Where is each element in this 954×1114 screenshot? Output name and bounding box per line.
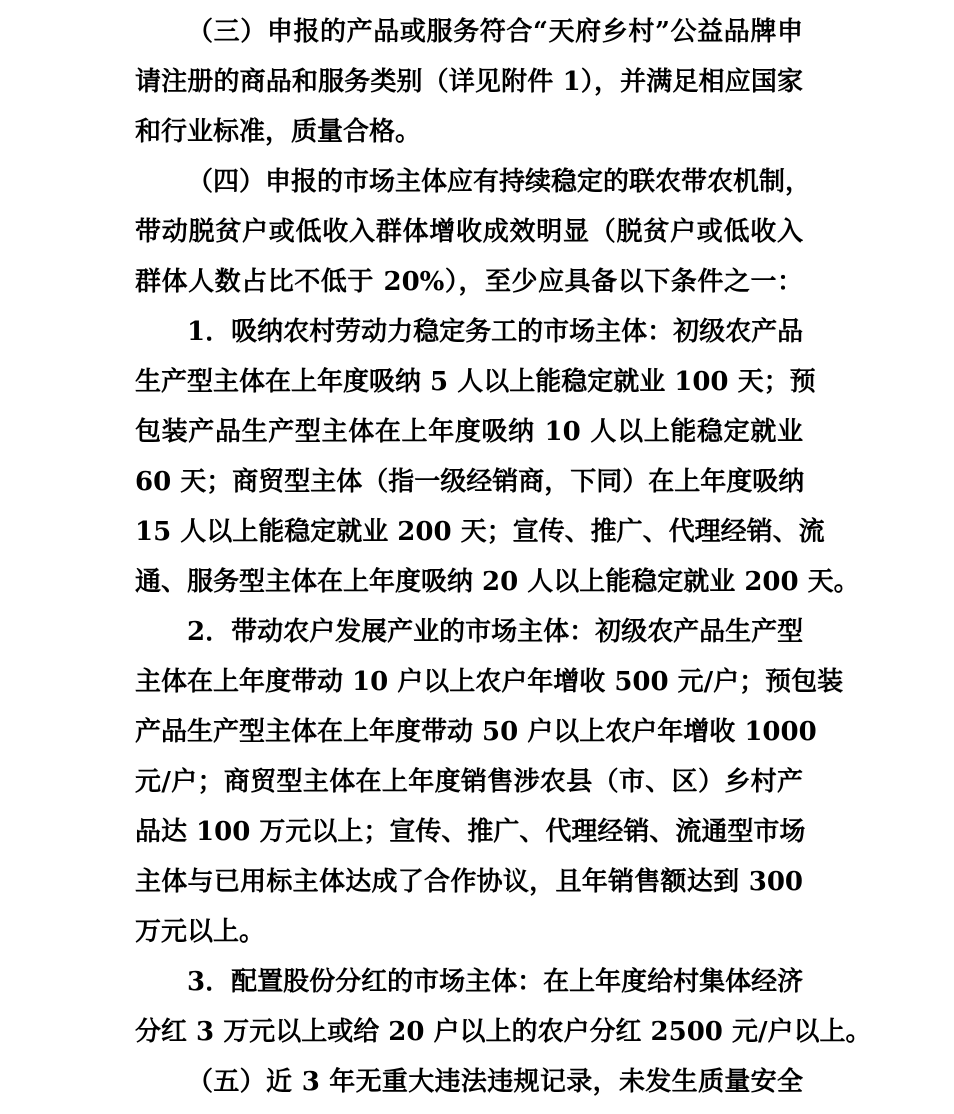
paragraph-4-line-2: 带动脱贫户或低收入群体增收成效明显（脱贫户或低收入 bbox=[135, 217, 803, 247]
item-1-line-1: 1．吸纳农村劳动力稳定务工的市场主体：初级农产品 bbox=[187, 317, 804, 347]
paragraph-4-line-1: （四）申报的市场主体应有持续稳定的联农带农机制， bbox=[187, 167, 812, 197]
item-2-line-6: 主体与已用标主体达成了合作协议，且年销售额达到 300 bbox=[135, 867, 803, 897]
item-1-line-6: 通、服务型主体在上年度吸纳 20 人以上能稳定就业 200 天。 bbox=[135, 567, 860, 597]
item-2-line-1: 2．带动农户发展产业的市场主体：初级农产品生产型 bbox=[187, 617, 804, 647]
item-2-line-7: 万元以上。 bbox=[135, 917, 266, 947]
item-2-line-4: 元/户；商贸型主体在上年度销售涉农县（市、区）乡村产 bbox=[135, 767, 803, 797]
paragraph-3-line-1: （三）申报的产品或服务符合“天府乡村”公益品牌申 bbox=[187, 17, 803, 47]
item-1-line-5: 15 人以上能稳定就业 200 天；宣传、推广、代理经销、流 bbox=[135, 517, 825, 547]
paragraph-3-line-2: 请注册的商品和服务类别（详见附件 1），并满足相应国家 bbox=[135, 67, 803, 97]
item-2-line-2: 主体在上年度带动 10 户以上农户年增收 500 元/户；预包装 bbox=[135, 667, 844, 697]
item-3-line-1: 3．配置股份分红的市场主体：在上年度给村集体经济 bbox=[187, 967, 804, 997]
item-2-line-3: 产品生产型主体在上年度带动 50 户以上农户年增收 1000 bbox=[135, 717, 817, 747]
item-1-line-3: 包装产品生产型主体在上年度吸纳 10 人以上能稳定就业 bbox=[135, 417, 803, 447]
item-1-line-2: 生产型主体在上年度吸纳 5 人以上能稳定就业 100 天；预 bbox=[135, 367, 816, 397]
item-2-line-5: 品达 100 万元以上；宣传、推广、代理经销、流通型市场 bbox=[135, 817, 806, 847]
paragraph-5-line-1: （五）近 3 年无重大违法违规记录，未发生质量安全 bbox=[187, 1067, 803, 1097]
item-1-line-4: 60 天；商贸型主体（指一级经销商，下同）在上年度吸纳 bbox=[135, 467, 805, 497]
paragraph-4-line-3: 群体人数占比不低于 20%），至少应具备以下条件之一： bbox=[135, 267, 803, 297]
paragraph-3-line-3: 和行业标准，质量合格。 bbox=[135, 117, 422, 147]
item-3-line-2: 分红 3 万元以上或给 20 户以上的农户分红 2500 元/户以上。 bbox=[135, 1017, 872, 1047]
